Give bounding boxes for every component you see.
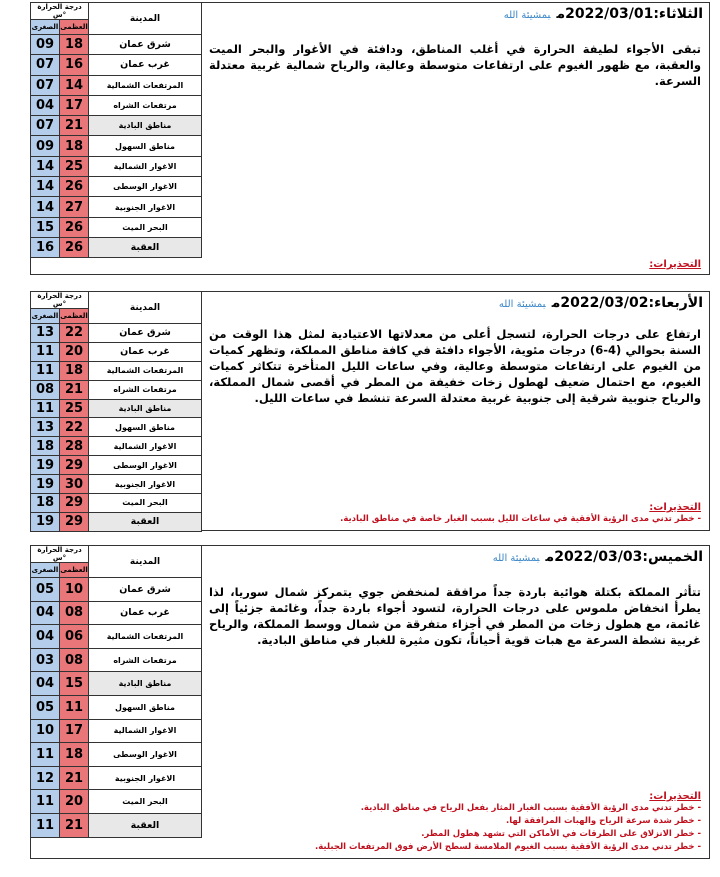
city-name: شرق عمان: [89, 35, 202, 55]
table-row: [31, 743, 202, 767]
min-temp: 07: [31, 55, 60, 75]
max-temp: 17: [60, 719, 89, 743]
table-header-row: [31, 546, 202, 563]
warnings-block: [205, 259, 701, 270]
min-temp: 16: [31, 237, 60, 257]
max-temp: 16: [60, 55, 89, 75]
min-temp: 04: [31, 625, 60, 649]
min-temp: 03: [31, 648, 60, 672]
warning-item: - خطر تدني مدى الرؤية الأفقية بسبب الغيوم الملامسة لسطح الأرض فوق المرتفعات الجبلية.: [315, 842, 701, 852]
min-temp: 19: [31, 475, 60, 494]
warning-item: - خطر تدني مدى الرؤية الأفقية في ساعات الليل بسبب الغبار خاصة في مناطق البادية.: [340, 514, 701, 524]
day-title: الثلاثاء:: [653, 6, 703, 22]
min-temp: 04: [31, 672, 60, 696]
city-name: الاغوار الشمالية: [89, 437, 202, 456]
min-header: الصغرى: [31, 20, 60, 35]
min-temp: 11: [31, 399, 60, 418]
max-temp: 21: [60, 116, 89, 136]
max-temp: 20: [60, 342, 89, 361]
table-row: [31, 342, 202, 361]
city-name: البحر الميت: [89, 494, 202, 513]
table-row: [31, 719, 202, 743]
min-temp: 13: [31, 324, 60, 343]
city-name: العقبة: [89, 813, 202, 837]
table-row: [31, 95, 202, 115]
warnings-title: التحذيرات:: [649, 259, 701, 270]
city-name: غرب عمان: [89, 601, 202, 625]
max-temp: 08: [60, 601, 89, 625]
table-row: [31, 601, 202, 625]
min-temp: 04: [31, 601, 60, 625]
max-temp: 18: [60, 361, 89, 380]
table-header-row: [31, 292, 202, 309]
city-name: الاغوار الجنوبية: [89, 766, 202, 790]
min-temp: 18: [31, 437, 60, 456]
table-row: [31, 156, 202, 176]
warnings-title: التحذيرات:: [649, 502, 701, 513]
min-temp: 14: [31, 156, 60, 176]
blessing-text: بمشيئة الله: [492, 553, 540, 564]
table-row: [31, 790, 202, 814]
forecast-panel: [199, 3, 709, 274]
max-header: العظمى: [60, 20, 89, 35]
min-temp: 05: [31, 578, 60, 602]
max-temp: 14: [60, 75, 89, 95]
table-row: [31, 177, 202, 197]
max-temp: 25: [60, 156, 89, 176]
city-header: المدينة: [89, 3, 202, 35]
table-row: [31, 35, 202, 55]
day-date: 2022/03/03م: [545, 549, 643, 565]
max-temp: 20: [60, 790, 89, 814]
min-temp: 11: [31, 361, 60, 380]
max-temp: 29: [60, 494, 89, 513]
city-name: مرتفعات الشراه: [89, 380, 202, 399]
temp-group-header: درجة الحرارة س°: [31, 3, 89, 20]
table-row: [31, 418, 202, 437]
max-temp: 11: [60, 695, 89, 719]
forecast-text: تتأثر المملكة بكتلة هوائية باردة جداً مرافقة لمنخفض جوي يتمركز شمال سوريا، لذا يطرأ انخفاض ملموس على درجات الحرارة، لتسود أجواء باردة جداً، وغائمة جزئياً إلى غائمة، مع هطول زخات من المطر في أجزاء متفرقة من شمال ووسط المملكة، والرياح غربية نشطة السرعة مع هبات قوية أحياناً، تكون مثيرة للغبار في مناطق البادية.: [209, 585, 701, 647]
min-temp: 10: [31, 719, 60, 743]
table-row: [31, 672, 202, 696]
day-date: 2022/03/01م: [556, 6, 654, 22]
day-header: [499, 292, 709, 311]
table-row: [31, 625, 202, 649]
city-name: مناطق البادية: [89, 116, 202, 136]
min-header: الصغرى: [31, 309, 60, 324]
warnings-block: [205, 791, 701, 854]
day-header: [493, 546, 709, 565]
max-temp: 22: [60, 324, 89, 343]
min-temp: 07: [31, 116, 60, 136]
table-row: [31, 475, 202, 494]
min-temp: 14: [31, 177, 60, 197]
max-temp: 22: [60, 418, 89, 437]
blessing-text: بمشيئة الله: [498, 299, 546, 310]
city-name: المرتفعات الشمالية: [89, 625, 202, 649]
max-temp: 25: [60, 399, 89, 418]
max-temp: 28: [60, 437, 89, 456]
table-row: [31, 813, 202, 837]
min-temp: 11: [31, 790, 60, 814]
max-temp: 18: [60, 136, 89, 156]
min-temp: 12: [31, 766, 60, 790]
city-name: مرتفعات الشراه: [89, 648, 202, 672]
table-row: [31, 197, 202, 217]
min-temp: 19: [31, 512, 60, 531]
city-name: مناطق السهول: [89, 418, 202, 437]
min-temp: 09: [31, 35, 60, 55]
city-name: الاغوار الجنوبية: [89, 475, 202, 494]
min-temp: 18: [31, 494, 60, 513]
max-temp: 30: [60, 475, 89, 494]
temperature-table: [30, 545, 202, 838]
table-row: [31, 648, 202, 672]
min-temp: 09: [31, 136, 60, 156]
min-temp: 19: [31, 456, 60, 475]
max-temp: 18: [60, 743, 89, 767]
forecast-day-2: [30, 291, 710, 531]
warning-item: - خطر تدني مدى الرؤية الأفقية بسبب الغبار المثار بفعل الرياح في مناطق البادية.: [360, 803, 701, 813]
city-name: شرق عمان: [89, 324, 202, 343]
city-name: العقبة: [89, 512, 202, 531]
city-name: مناطق البادية: [89, 672, 202, 696]
min-temp: 11: [31, 813, 60, 837]
max-temp: 15: [60, 672, 89, 696]
min-temp: 05: [31, 695, 60, 719]
min-temp: 13: [31, 418, 60, 437]
warnings-title: التحذيرات:: [649, 791, 701, 802]
day-header: [504, 3, 709, 22]
warnings-block: [205, 502, 701, 526]
max-header: العظمى: [60, 309, 89, 324]
temp-group-header: درجة الحرارة س°: [31, 546, 89, 563]
table-row: [31, 380, 202, 399]
city-name: البحر الميت: [89, 790, 202, 814]
table-row: [31, 494, 202, 513]
table-row: [31, 116, 202, 136]
city-name: مناطق السهول: [89, 136, 202, 156]
temperature-table: [30, 2, 202, 258]
table-row: [31, 217, 202, 237]
city-name: المرتفعات الشمالية: [89, 75, 202, 95]
max-header: العظمى: [60, 563, 89, 578]
city-name: البحر الميت: [89, 217, 202, 237]
min-temp: 15: [31, 217, 60, 237]
city-name: غرب عمان: [89, 342, 202, 361]
city-name: مرتفعات الشراه: [89, 95, 202, 115]
max-temp: 08: [60, 648, 89, 672]
forecast-text: ارتفاع على درجات الحرارة، لتسجل أعلى من معدلاتها الاعتيادية لمثل هذا الوقت من السنة بحوالي (4-6) درجات مئوية، الأجواء دافئة في كافة مناطق المملكة، وتظهر كميات من الغيوم على ارتفاعات متوسطة وعالية، وفي ساعات الليل المتأخرة تتكاثر كميات الغيوم، مع احتمال ضعيف لهطول زخات خفيفة من المطر في أقصى شمال المملكة، والرياح جنوبية شرقية إلى جنوبية غربية معتدلة السرعة تنشط في ساعات الليل.: [209, 327, 701, 405]
forecast-text: تبقى الأجواء لطيفة الحرارة في أغلب المناطق، ودافئة في الأغوار والبحر الميت والعقبة، مع ظهور الغيوم على ارتفاعات متوسطة وعالية، والرياح شمالية غربية معتدلة السرعة.: [209, 42, 701, 88]
max-temp: 18: [60, 35, 89, 55]
warning-item: - خطر شدة سرعة الرياح والهبات المرافقة لها.: [505, 816, 701, 826]
max-temp: 06: [60, 625, 89, 649]
forecast-panel: [199, 292, 709, 530]
table-row: [31, 361, 202, 380]
max-temp: 21: [60, 380, 89, 399]
max-temp: 26: [60, 217, 89, 237]
max-temp: 21: [60, 813, 89, 837]
city-name: العقبة: [89, 237, 202, 257]
table-row: [31, 324, 202, 343]
city-header: المدينة: [89, 546, 202, 578]
temperature-table: [30, 291, 202, 532]
city-name: غرب عمان: [89, 55, 202, 75]
forecast-day-3: [30, 545, 710, 859]
warning-item: - خطر الانزلاق على الطرقات في الأماكن التي تشهد هطول المطر.: [421, 829, 701, 839]
min-temp: 04: [31, 95, 60, 115]
max-temp: 27: [60, 197, 89, 217]
city-name: الاغوار الوسطى: [89, 177, 202, 197]
max-temp: 17: [60, 95, 89, 115]
day-title: الخميس:: [642, 549, 703, 565]
day-date: 2022/03/02م: [551, 295, 649, 311]
city-name: الاغوار الشمالية: [89, 156, 202, 176]
max-temp: 26: [60, 177, 89, 197]
max-temp: 10: [60, 578, 89, 602]
max-temp: 29: [60, 512, 89, 531]
table-row: [31, 695, 202, 719]
day-title: الأربعاء:: [648, 295, 703, 311]
forecast-day-1: [30, 2, 710, 275]
city-name: الاغوار الشمالية: [89, 719, 202, 743]
min-temp: 11: [31, 342, 60, 361]
city-name: مناطق السهول: [89, 695, 202, 719]
table-row: [31, 75, 202, 95]
table-row: [31, 578, 202, 602]
city-name: الاغوار الجنوبية: [89, 197, 202, 217]
min-header: الصغرى: [31, 563, 60, 578]
max-temp: 26: [60, 237, 89, 257]
min-temp: 08: [31, 380, 60, 399]
table-row: [31, 237, 202, 257]
table-row: [31, 136, 202, 156]
city-header: المدينة: [89, 292, 202, 324]
min-temp: 07: [31, 75, 60, 95]
table-row: [31, 399, 202, 418]
table-row: [31, 437, 202, 456]
temp-group-header: درجة الحرارة س°: [31, 292, 89, 309]
table-row: [31, 766, 202, 790]
city-name: الاغوار الوسطى: [89, 743, 202, 767]
max-temp: 21: [60, 766, 89, 790]
max-temp: 29: [60, 456, 89, 475]
blessing-text: بمشيئة الله: [503, 10, 551, 21]
table-row: [31, 55, 202, 75]
city-name: شرق عمان: [89, 578, 202, 602]
table-row: [31, 512, 202, 531]
city-name: الاغوار الوسطى: [89, 456, 202, 475]
min-temp: 14: [31, 197, 60, 217]
city-name: مناطق البادية: [89, 399, 202, 418]
table-row: [31, 456, 202, 475]
min-temp: 11: [31, 743, 60, 767]
table-header-row: [31, 3, 202, 20]
city-name: المرتفعات الشمالية: [89, 361, 202, 380]
forecast-panel: [199, 546, 709, 858]
